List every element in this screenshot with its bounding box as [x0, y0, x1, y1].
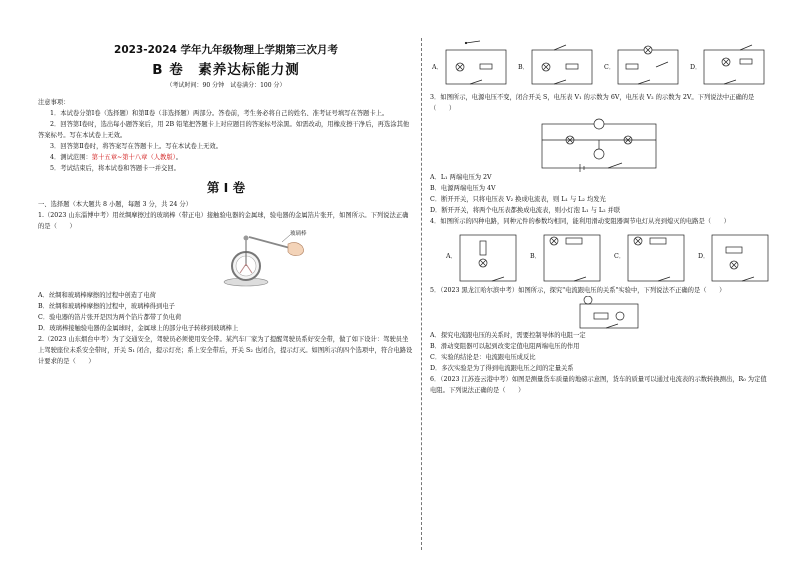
q5-option-b: B．滑动变阻器可以起到改变定值电阻两端电压的作用	[430, 343, 580, 350]
q4-option-c-label: C．	[614, 253, 626, 260]
note-item	[38, 152, 414, 163]
q2-option-c-label: C．	[604, 64, 616, 71]
q4-circuit-options	[430, 227, 770, 285]
q2-option-d-label: D．	[690, 64, 702, 71]
left-column	[38, 40, 414, 367]
question-5-stem: 5．（2023 黑龙江哈尔滨中考）如图所示，探究"电流跟电压的关系"实验中，下列说法不正确的是（ ）	[430, 287, 726, 294]
exam-title: 2023-2024 学年九年级物理上学期第三次月考	[114, 44, 338, 56]
q2-circuits-svg	[430, 40, 770, 92]
exam-subtitle: B 卷 素养达标能力测	[152, 62, 300, 78]
q3-circuit	[430, 114, 770, 172]
q2-option-b-label: B．	[518, 64, 529, 71]
part-intro: 一、选择题（本大题共 8 小题，每题 3 分，共 24 分）	[38, 201, 192, 208]
question-6-stem: 6．（2023 江苏连云港中考）如图是测量货车质量的地磅示意图，货车的质量可以通过电流表的示数转换测出，R₀ 为定值电阻。下列说法正确的是（ ）	[430, 376, 767, 394]
right-column	[430, 40, 770, 396]
q2-option-a-label: A．	[432, 64, 443, 71]
exam-meta: （考试时间：90 分钟 试卷满分：100 分）	[166, 82, 286, 89]
question-3-stem: 3．如图所示，电源电压不变，闭合开关 S，电压表 V₁ 的示数为 6V，电压表 V₂ 的示数为 2V。下列说法中正确的是（ ）	[430, 94, 755, 112]
question-4-stem: 4．如图所示的四种电路，同种元件的参数均相同，能利用滑动变阻器调节电灯从亮到熄灭的电路是（ ）	[430, 218, 730, 225]
note-item: 3．回答第Ⅱ卷时，将答案写在答题卡上。写在本试卷上无效。	[50, 143, 223, 150]
q4-option-b-label: B．	[530, 253, 541, 260]
q3-option-d: D．断开开关，将两个电压表都换成电流表，则小灯泡 L₁ 与 L₂ 并联	[430, 207, 621, 214]
q5-option-c: C．实验的结论是：电流跟电压成反比	[430, 354, 536, 361]
glass-rod-label: 玻璃棒	[290, 231, 307, 237]
question-1-stem: 1.（2023 山东淄博中考）用丝绸摩擦过的玻璃棒（带正电）接触验电器的金属球，验电器的金属箔片张开，如图所示。下列说法正确的是（ ）	[38, 212, 409, 230]
q3-option-c: C．断开开关，只将电压表 V₂ 换成电流表，则 L₁ 与 L₂ 均发光	[430, 196, 606, 203]
q4-option-a-label: A．	[446, 253, 457, 260]
note-item: 1．本试卷分第Ⅰ卷（选择题）和第Ⅱ卷（非选择题）两部分。答卷前，考生务必将自己的姓名、准考证号填写在答题卡上。	[50, 110, 389, 117]
notes-heading: 注意事项：	[38, 99, 70, 106]
q1-option-d: D．玻璃棒接触验电器的金属球时，金属球上的部分电子转移到玻璃棒上	[38, 325, 239, 332]
q1-option-b: B．丝绸和玻璃棒摩擦的过程中，玻璃棒得到电子	[38, 303, 175, 310]
q4-circuits-svg	[430, 227, 770, 285]
note-item: 2．回答第Ⅰ卷时，选出每小题答案后，用 2B 铅笔把答题卡上对应题目的答案标号涂黑。如需改动，用橡皮擦干净后，再选涂其他答案标号。写在本试卷上无效。	[38, 121, 410, 139]
electroscope-figure	[38, 232, 414, 290]
q1-option-a: A．丝绸和玻璃棒摩擦的过程中创造了电荷	[38, 292, 156, 299]
q3-option-a: A．L₁ 两端电压为 2V	[430, 174, 492, 181]
q5-option-d: D．多次实验是为了得到电流跟电压之间的定量关系	[430, 365, 574, 372]
question-2-stem: 2.（2023 山东烟台中考）为了交通安全，驾驶员必须使用安全带。某汽车厂家为了提醒驾驶员系好安全带，做了如下设计：驾驶员坐上驾驶座位未系安全带时，开关 S₁ 闭合，提示灯亮；系上安全带后，开关 S₂ 也闭合，提示灯灭。如图所示的四个选项中，符合电路设计要求的是（ ）	[38, 336, 413, 365]
q5-circuit	[430, 296, 770, 330]
column-divider	[421, 38, 422, 550]
electroscope-illustration	[38, 232, 414, 290]
q4-option-d-label: D．	[698, 253, 710, 260]
note-range-suffix: 。	[175, 154, 183, 161]
q3-option-b: B．电源两端电压为 4V	[430, 185, 496, 192]
q5-option-a: A．探究电流跟电压的关系时，需要控制导体的电阻一定	[430, 332, 586, 339]
q2-circuit-options	[430, 40, 770, 92]
note-item: 5．考试结束后，将本试卷和答题卡一并交回。	[50, 165, 180, 172]
note-range: 第十五章~第十八章（人教版）	[91, 154, 176, 161]
note-range-prefix: 4．测试范围：	[50, 154, 92, 161]
q1-option-c: C．验电器的箔片张开是因为两个箔片都带了负电荷	[38, 314, 182, 321]
section-title: 第 Ⅰ 卷	[206, 180, 246, 195]
q3-circuit-svg	[430, 114, 770, 172]
q5-circuit-svg	[430, 296, 770, 330]
